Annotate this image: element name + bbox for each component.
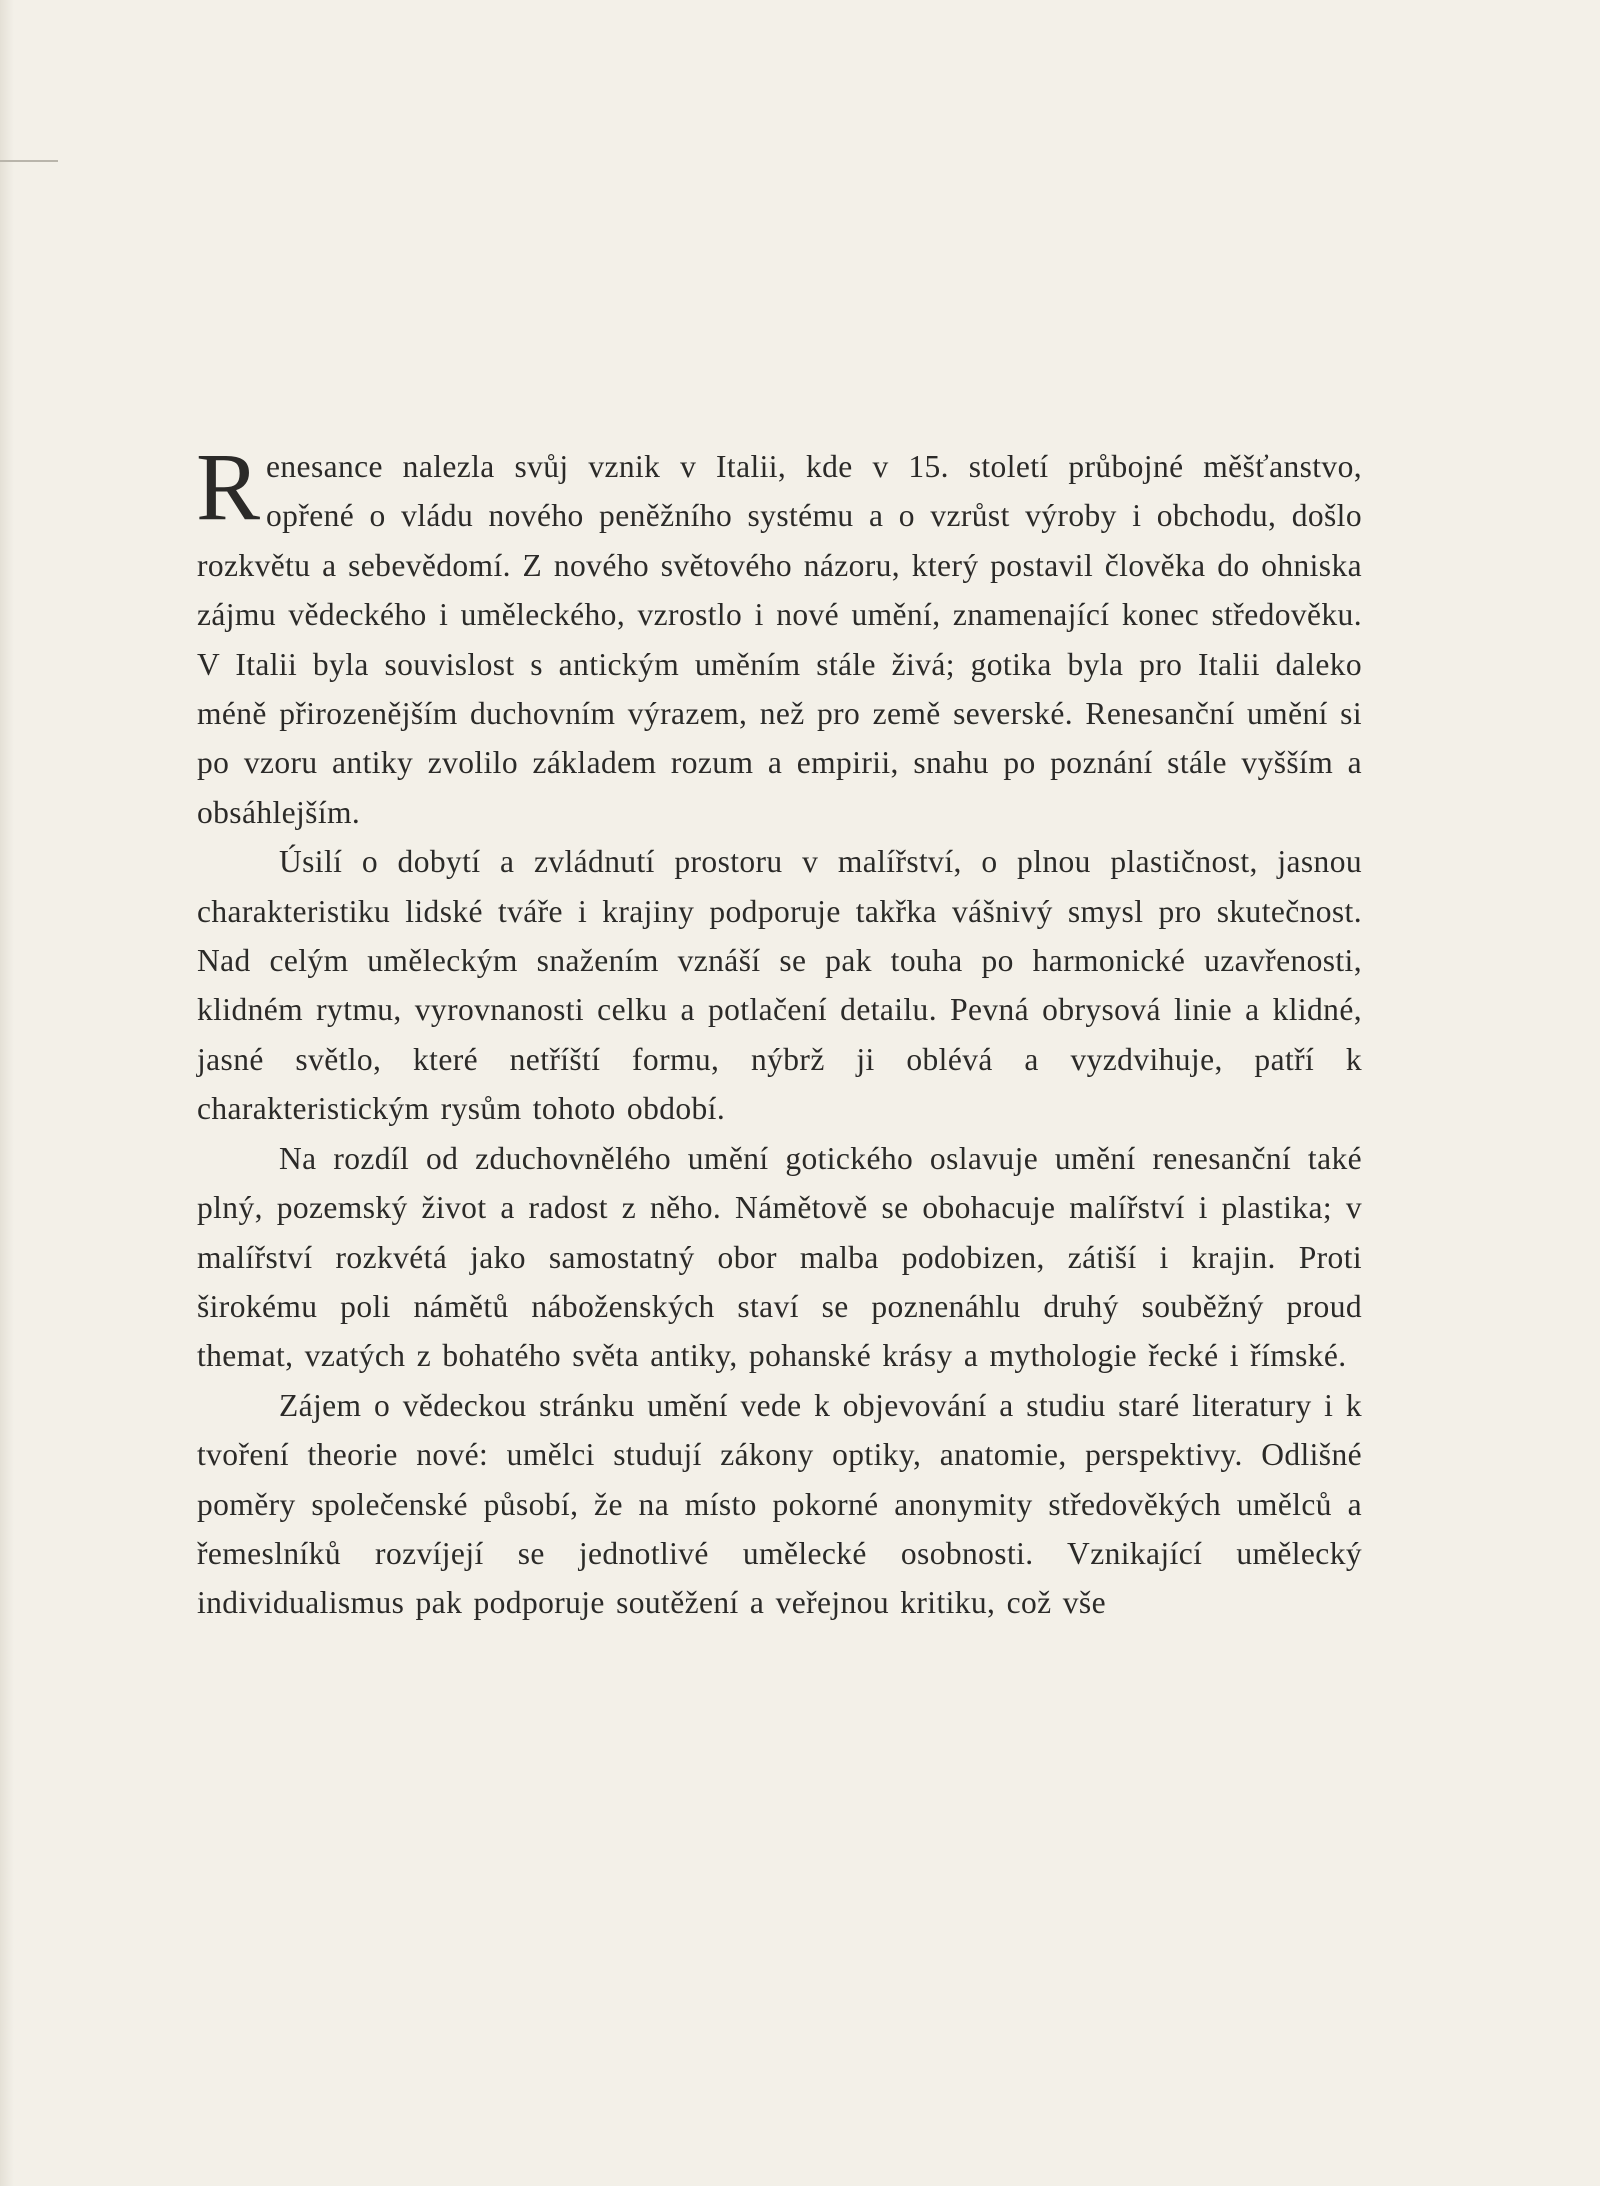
paragraph-4: Zájem o vědeckou stránku umění vede k objevování a studiu staré literatury i k tvoření theorie nové: umělci studují zákony optiky, anatomie, perspektivy. Odlišné poměry společenské působí, že na místo pokorné anonymity středověkých umělců a řemeslníků rozvíjejí se jednotlivé umělecké osobnosti. Vznikající umělecký individualismus pak podporuje soutěžení a veřejnou kritiku, což vše bbox=[197, 1387, 1362, 1621]
paragraph-1 bbox=[196, 433, 1362, 837]
paragraph-1-text: enesance nalezla svůj vznik v Italii, kde v 15. století průbojné měšťanstvo, opřené o vládu nového peněžního systému a o vzrůst výroby i obchodu, došlo rozkvětu a sebevědomí. Z nového světového názoru, který postavil člověka do ohniska zájmu vědeckého i uměleckého, vzrostlo i nové umění, znamenající konec středověku. V Italii byla souvislost s antickým uměním stále živá; gotika byla pro Italii daleko méně přirozenějším duchovním výrazem, než pro země severské. Renesanční umění si po vzoru antiky zvolilo základem rozum a empirii, snahu po poznání stále vyšším a obsáhlejším. bbox=[197, 449, 1362, 830]
drop-cap: R bbox=[196, 433, 261, 540]
page-edge-mark bbox=[0, 160, 58, 162]
paragraph-2: Úsilí o dobytí a zvládnutí prostoru v malířství, o plnou plastičnost, jasnou charakteristiku lidské tváře i krajiny podporuje takřka vášnivý smysl pro skutečnost. Nad celým uměleckým snažením vznáší se pak touha po harmonické uzavřenosti, klidném rytmu, vyrovnanosti celku a potlačení detailu. Pevná obrysová linie a klidné, jasné světlo, které netříští formu, nýbrž ji oblévá a vyzdvihuje, patří k charakteristickým rysům tohoto období. bbox=[197, 844, 1362, 1127]
body-text bbox=[196, 433, 1362, 1628]
paragraph-3: Na rozdíl od zduchovnělého umění gotického oslavuje umění renesanční také plný, pozemský život a radost z něho. Námětově se obohacuje malířství i plastika; v malířství rozkvétá jako samostatný obor malba podobizen, zátiší i krajin. Proti širokému poli námětů náboženských staví se poznenáhlu druhý souběžný proud themat, vzatých z bohatého světa antiky, pohanské krásy a mythologie řecké i římské. bbox=[197, 1140, 1362, 1374]
page-edge bbox=[0, 0, 14, 2186]
